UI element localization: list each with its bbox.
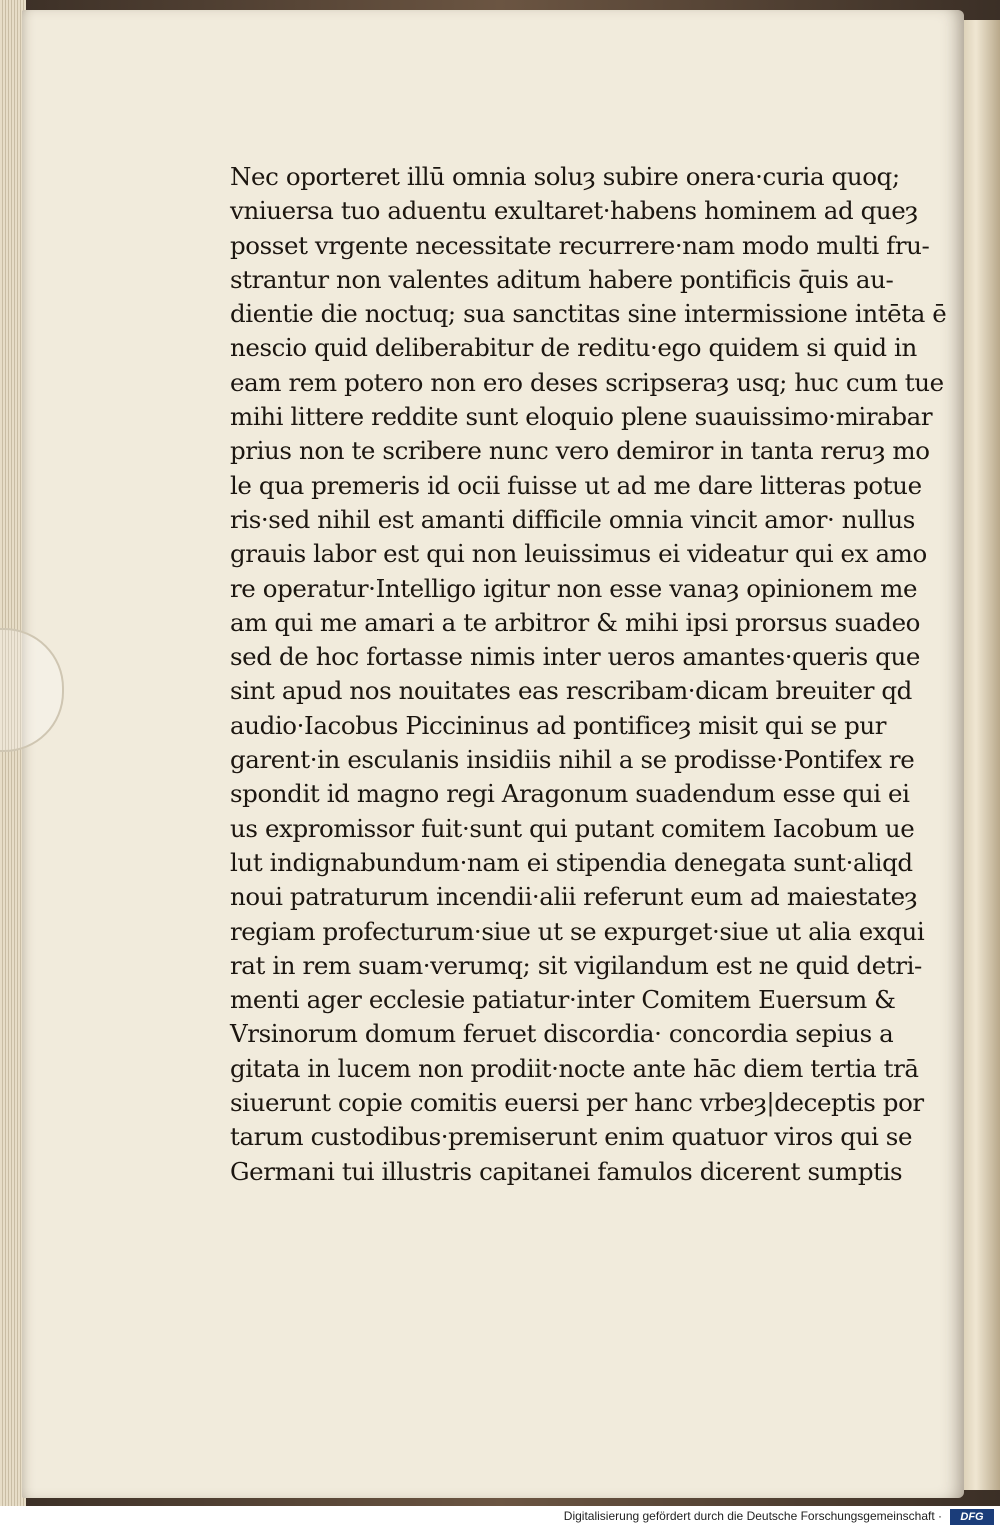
text-line: vniuersa tuo aduentu exultaret·habens hominem ad queȝ: [230, 196, 918, 226]
dfg-logo: DFG: [950, 1509, 994, 1525]
text-line: gitata in lucem non prodiit·nocte ante hāc diem tertia trā: [230, 1053, 919, 1083]
text-line: menti ager ecclesie patiatur·inter Comitem Euersum &: [230, 985, 896, 1015]
text-line: rat in rem suam·verumq; sit vigilandum est ne quid detri-: [230, 950, 922, 980]
text-line: strantur non valentes aditum habere pontificis q̄uis au-: [230, 264, 894, 294]
printed-text-block: [230, 160, 947, 1189]
footer-bar: [0, 1506, 1000, 1528]
text-line: lut indignabundum·nam ei stipendia denegata sunt·aliqd: [230, 847, 913, 877]
text-line: siuerunt copie comitis euersi per hanc vrbeȝ|deceptis por: [230, 1088, 924, 1118]
text-line: sed de hoc fortasse nimis inter ueros amantes·queris que: [230, 642, 920, 672]
text-line: nescio quid deliberabitur de reditu·ego quidem si quid in: [230, 333, 917, 363]
text-line: spondit id magno regi Aragonum suadendum esse qui ei: [230, 779, 910, 809]
text-line: noui patraturum incendii·alii referunt eum ad maiestateȝ: [230, 882, 918, 912]
text-line: dientie die noctuq; sua sanctitas sine intermissione intēta ē: [230, 299, 947, 329]
digitization-credit: Digitalisierung gefördert durch die Deutsche Forschungsgemeinschaft ·: [563, 1509, 942, 1523]
text-line: audio·Iacobus Piccininus ad pontificeȝ misit qui se pur: [230, 710, 887, 740]
text-line: eam rem potero non ero deses scripseraȝ usq; huc cum tue: [230, 367, 944, 397]
text-line: grauis labor est qui non leuissimus ei videatur qui ex amo: [230, 539, 927, 569]
text-line: sint apud nos nouitates eas rescribam·dicam breuiter qd: [230, 676, 912, 706]
text-line: am qui me amari a te arbitror & mihi ipsi prorsus suadeo: [230, 607, 921, 637]
text-line: us expromissor fuit·sunt qui putant comitem Iacobum ue: [230, 813, 915, 843]
text-line: Germani tui illustris capitanei famulos dicerent sumptis: [230, 1156, 903, 1186]
text-line: posset vrgente necessitate recurrere·nam modo multi fru-: [230, 230, 930, 260]
text-line: le qua premeris id ocii fuisse ut ad me dare litteras potue: [230, 470, 922, 500]
text-line: tarum custodibus·premiserunt enim quatuor viros qui se: [230, 1122, 913, 1152]
facing-page-edge: [960, 20, 1000, 1490]
text-line: Vrsinorum domum feruet discordia· concordia sepius a: [230, 1019, 894, 1049]
text-line: garent·in esculanis insidiis nihil a se prodisse·Pontifex re: [230, 745, 915, 775]
text-line: ris·sed nihil est amanti difficile omnia vincit amor· nullus: [230, 504, 915, 534]
text-line: regiam profecturum·siue ut se expurget·siue ut alia exqui: [230, 916, 925, 946]
text-line: re operatur·Intelligo igitur non esse vanaȝ opinionem me: [230, 573, 918, 603]
text-line: prius non te scribere nunc vero demiror in tanta reruȝ mo: [230, 436, 930, 466]
text-line: mihi littere reddite sunt eloquio plene suauissimo·mirabar: [230, 402, 933, 432]
text-line: Nec oporteret illū omnia soluȝ subire onera·curia quoq;: [230, 162, 900, 191]
